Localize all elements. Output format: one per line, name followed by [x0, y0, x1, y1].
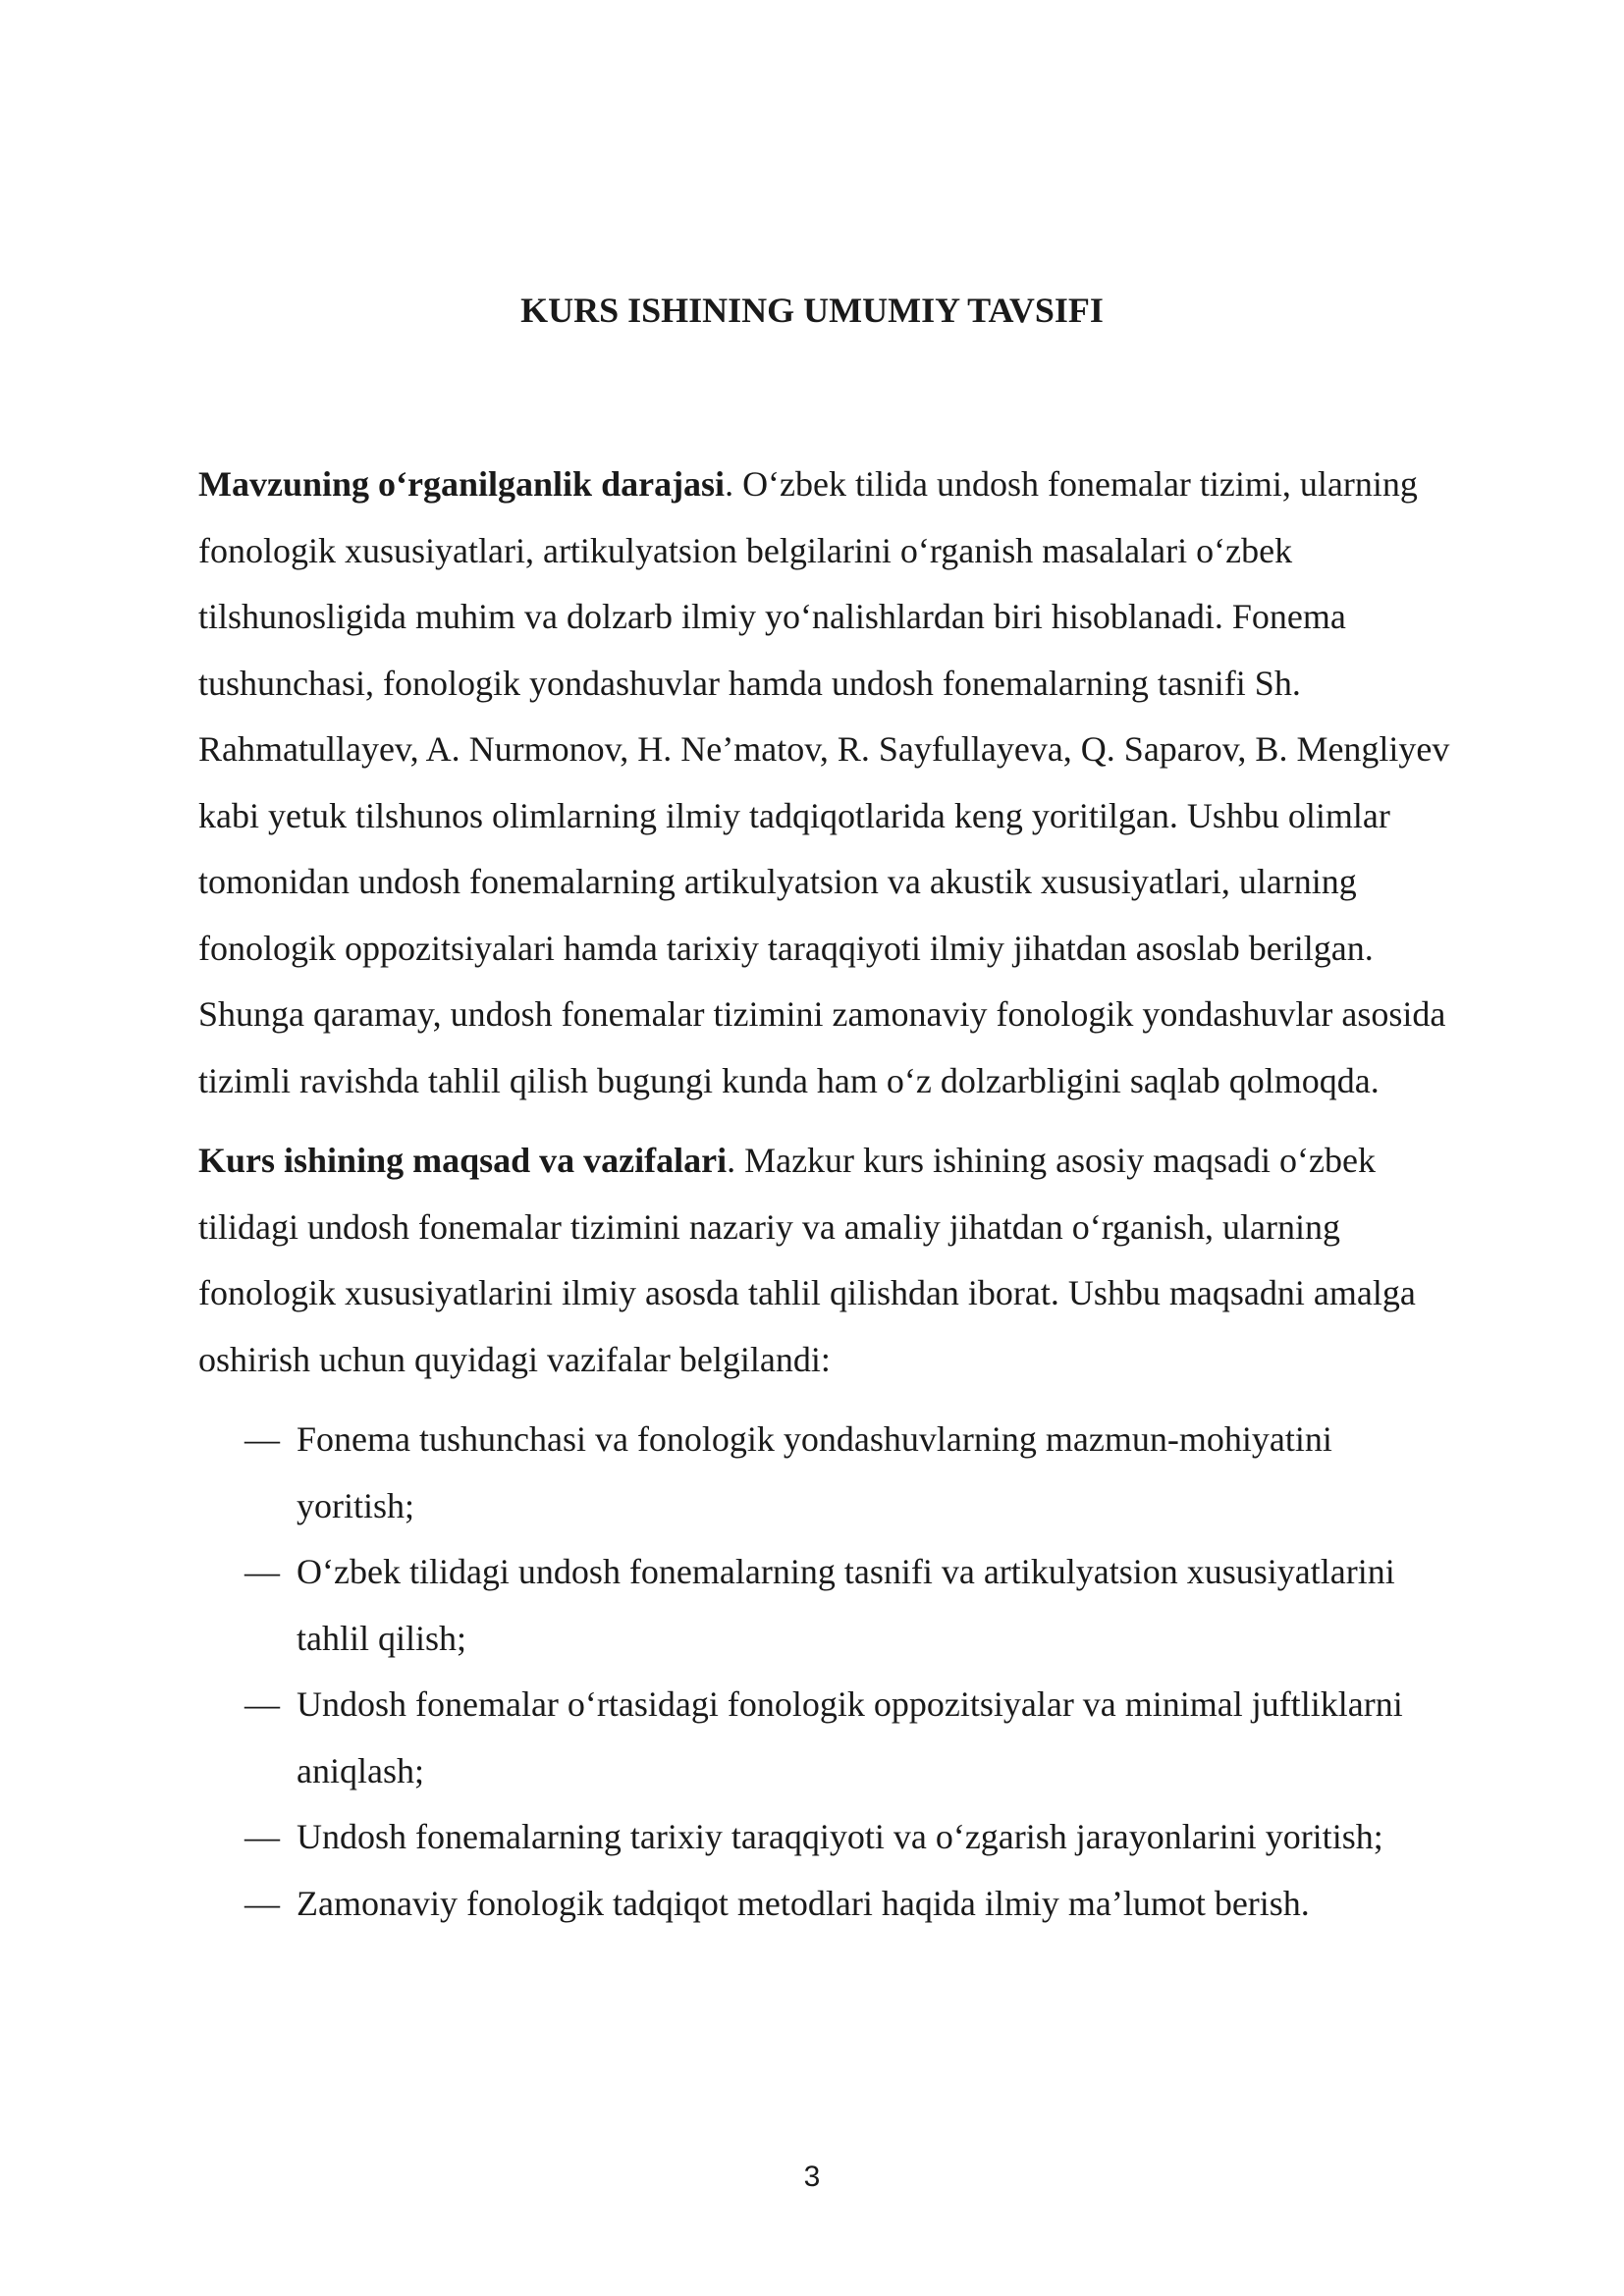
- paragraph-heading: Kurs ishining maqsad va vazifalari: [198, 1141, 728, 1180]
- list-item: [198, 1539, 1450, 1672]
- page-number: 3: [803, 2161, 821, 2193]
- paragraph-text: . Mazkur kurs ishining asosiy maqsadi o‘zbek tilidagi undosh fonemalar tizimini nazariy va amaliy jihatdan o‘rganish, ularning fonologik xususiyatlarini ilmiy asosda tahlil qilishdan iborat. Ushbu maqsadni amalga oshirish uchun quyidagi vazifalar belgilandi:: [198, 1141, 1416, 1379]
- paragraph-goals: [198, 1128, 1450, 1393]
- page-title: KURS ISHINING UMUMIY TAVSIFI: [520, 291, 1104, 330]
- list-item: [198, 1407, 1450, 1539]
- list-item-text: O‘zbek tilidagi undosh fonemalarning tasnifi va artikulyatsion xususiyatlarini tahlil qilish;: [297, 1552, 1395, 1658]
- dash-bullet: —: [244, 1883, 280, 1923]
- dash-bullet: —: [244, 1419, 280, 1459]
- list-item-text: Zamonaviy fonologik tadqiqot metodlari haqida ilmiy ma’lumot berish.: [297, 1883, 1310, 1923]
- list-item: [198, 1871, 1450, 1938]
- task-list: [198, 1407, 1450, 1937]
- document-body: [198, 452, 1450, 1937]
- list-item: [198, 1672, 1450, 1804]
- list-item: [198, 1804, 1450, 1871]
- paragraph-study-level: [198, 452, 1450, 1114]
- dash-bullet: —: [244, 1817, 280, 1856]
- list-item-text: Undosh fonemalarning tarixiy taraqqiyoti va o‘zgarish jarayonlarini yoritish;: [297, 1817, 1383, 1856]
- list-item-text: Fonema tushunchasi va fonologik yondashuvlarning mazmun-mohiyatini yoritish;: [297, 1419, 1332, 1525]
- dash-bullet: —: [244, 1552, 280, 1591]
- list-item-text: Undosh fonemalar o‘rtasidagi fonologik oppozitsiyalar va minimal juftliklarni aniqlash;: [297, 1684, 1403, 1790]
- paragraph-text: . O‘zbek tilida undosh fonemalar tizimi, ularning fonologik xususiyatlari, artikulyatsion belgilarini o‘rganish masalalari o‘zbek tilshunosligida muhim va dolzarb ilmiy yo‘nalishlardan biri hisoblanadi. Fonema tushunchasi, fonologik yondashuvlar hamda undosh fonemalarning tasnifi Sh. Rahmatullayev, A. Nurmonov, H. Ne’matov, R. Sayfullayeva, Q. Saparov, B. Mengliyev kabi yetuk tilshunos olimlarning ilmiy tadqiqotlarida keng yoritilgan. Ushbu olimlar tomonidan undosh fonemalarning artikulyatsion va akustik xususiyatlari, ularning fonologik oppozitsiyalari hamda tarixiy taraqqiyoti ilmiy jihatdan asoslab berilgan. Shunga qaramay, undosh fonemalar tizimini zamonaviy fonologik yondashuvlar asosida tizimli ravishda tahlil qilish bugungi kunda ham o‘z dolzarbligini saqlab qolmoqda.: [198, 464, 1450, 1100]
- dash-bullet: —: [244, 1684, 280, 1724]
- paragraph-heading: Mavzuning o‘rganilganlik darajasi: [198, 464, 726, 504]
